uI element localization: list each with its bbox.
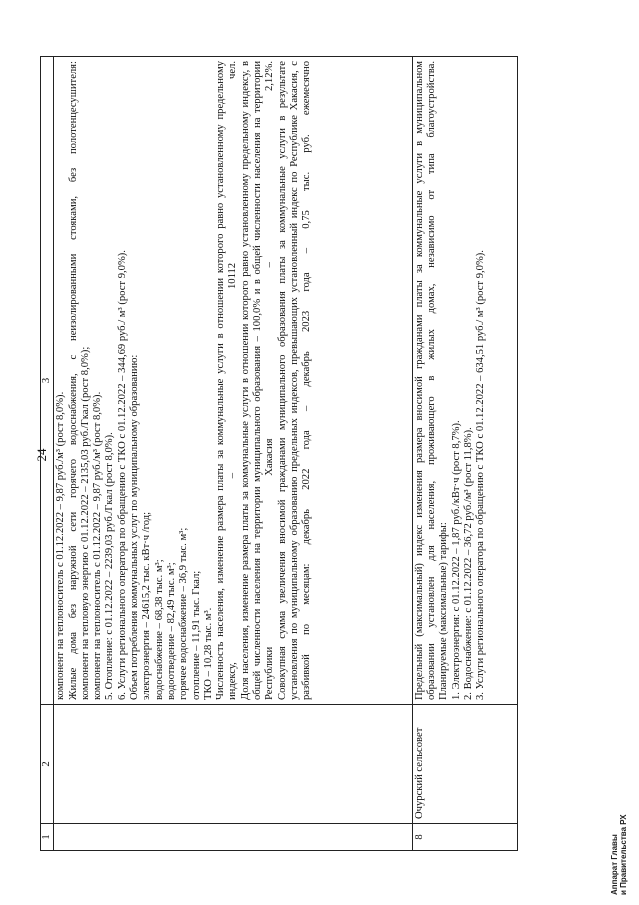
stamp-line: и Правительства РХ xyxy=(619,814,628,895)
row-number xyxy=(54,824,412,851)
table-header-row xyxy=(41,57,54,851)
municipality-name xyxy=(54,705,412,824)
text-line: Доля населения, изменение размера платы за коммунальные услуги в отношении которого равно установленному предельному индексу, в общей численности населения на территории муниципального образования – 100,0% и в общей численности населения на территории Республики Хакасия – 2,12%. xyxy=(239,61,276,700)
text-line: 3. Услуги регионального оператора по обращению с ТКО с 01.12.2022 – 634,51 руб./ м³ (рост 9,0%). xyxy=(475,250,487,700)
municipality-name: Очурский сельсовет xyxy=(412,705,517,824)
text-line: 1. Электроэнергия: с 01.12.2022 – 1,87 руб./кВт·ч (рост 8,7%). xyxy=(450,420,462,700)
text-line: 6. Услуги регионального оператора по обращению с ТКО с 01.12.2022 – 344,69 руб./ м³ (рост 9,0%). xyxy=(116,250,128,700)
text-line: компонент на теплоноситель с 01.12.2022 – 9,87 руб./м³ (рост 8,0%). xyxy=(92,391,104,700)
tariff-table xyxy=(40,56,518,851)
text-line: 2. Водоснабжение: с 01.12.2022 – 36,72 руб./м³ (рост 11,8%). xyxy=(462,427,474,700)
text-line: Объем потребления коммунальных услуг по муниципальному образованию: xyxy=(129,354,141,700)
row-description xyxy=(412,57,517,705)
stamp-line: Аппарат Главы xyxy=(610,834,619,895)
header-col-2: 2 xyxy=(41,705,54,824)
row-description xyxy=(54,57,412,705)
text-line: ТКО – 10,28 тыс. м³. xyxy=(202,607,214,700)
text-line: горячее водоснабжение – 36,9 тыс. м³; xyxy=(178,527,190,700)
text-line: водоотведение – 82,49 тыс. м³; xyxy=(165,562,177,700)
page-number: 24 xyxy=(34,448,49,462)
text-line: Планируемые (максимальные) тарифы: xyxy=(438,522,450,700)
text-line: компонент на теплоноситель с 01.12.2022 – 9,87 руб./м³ (рост 8,0%). xyxy=(55,391,67,700)
header-col-3: 3 xyxy=(41,57,54,705)
table-row-8 xyxy=(412,57,517,851)
text-line: отопление – 11,91 тыс. Гкал; xyxy=(190,570,202,700)
office-stamp xyxy=(610,814,628,895)
text-line: компонент на тепловую энергию с 01.12.2022 – 2135,03 руб./Гкал (рост 8,0%); xyxy=(79,346,91,700)
header-col-1: 1 xyxy=(41,824,54,851)
text-line: Совокупная сумма увеличения вносимой гражданами муниципального образования платы за коммунальные услуги в результате установления по муниципальному образованию предельных индексов, превышающих установленный индекс по Республике Хакасия, с разбивкой по месяцам: декабрь 2022 года – декабрь 2023 года – 0,75 тыс. руб. ежемесячно xyxy=(276,61,313,700)
text-line: электроэнергия – 24615,2 тыс. кВт·ч /год; xyxy=(141,511,153,700)
text-line: водоснабжение – 68,38 тыс. м³; xyxy=(153,559,165,700)
text-line: Численность населения, изменение размера платы за коммунальные услуги в отношении которого равно установленному предельному индексу, – 10112 чел. xyxy=(215,61,239,700)
row-number: 8 xyxy=(412,824,517,851)
text-line: Жилые дома без наружной сети горячего водоснабжения, с неизолированными стояками, без полотенцесушителя: xyxy=(67,61,79,700)
table-row-continued xyxy=(54,57,412,851)
text-line: 5. Отопление: с 01.12.2022 – 2239,03 руб./Гкал (рост 8,0%). xyxy=(104,432,116,700)
text-line: Предельный (максимальный) индекс изменения размера вносимой гражданами платы за коммунальные услуги в муниципальном образовании установлен для населения, проживающего в жилых домах, независимо от типа благоустройства. xyxy=(413,61,437,700)
